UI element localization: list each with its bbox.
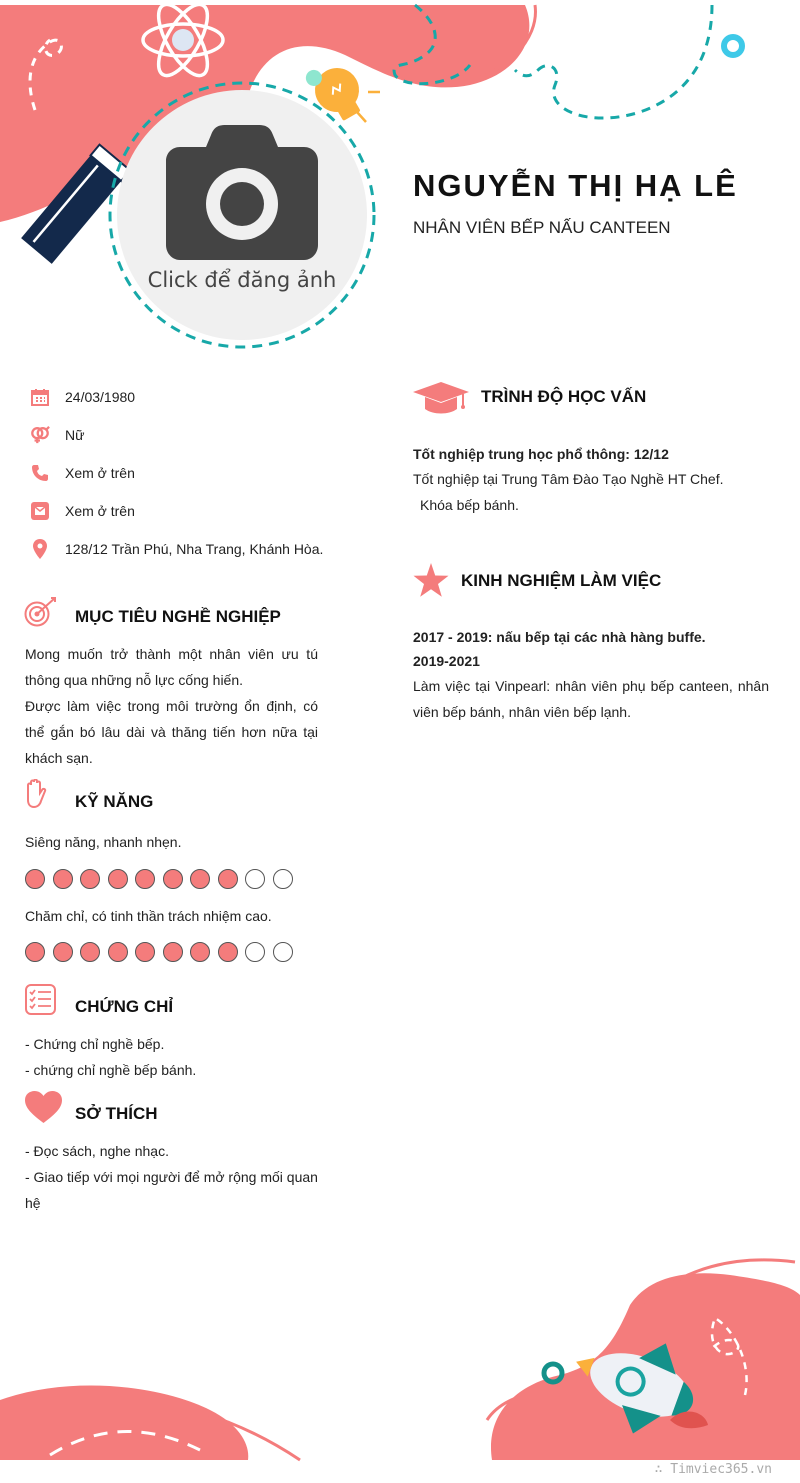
hobby-item-2: - Giao tiếp với mọi người để mở rộng mối quan hệ <box>25 1169 318 1211</box>
rating-dot-empty <box>273 869 293 889</box>
rating-dot-filled <box>53 869 73 889</box>
objective-title: MỤC TIÊU NGHỀ NGHIỆP <box>75 607 281 626</box>
photo-upload-area[interactable] <box>117 90 367 340</box>
education-title: TRÌNH ĐỘ HỌC VẤN <box>481 387 647 406</box>
skill-2-name: Chăm chỉ, có tinh thần trách nhiệm cao. <box>25 908 272 924</box>
graduation-cap-icon <box>413 380 469 416</box>
skill-1-name: Siêng năng, nhanh nhẹn. <box>25 834 182 850</box>
rating-dot-filled <box>218 942 238 962</box>
experience-heading-2: 2019-2021 <box>413 653 480 669</box>
rating-dot-empty <box>245 942 265 962</box>
objective-text <box>25 641 318 771</box>
education-line-2: Khóa bếp bánh. <box>420 497 519 513</box>
target-icon <box>24 596 58 628</box>
experience-heading-1: 2017 - 2019: nấu bếp tại các nhà hàng buffe. <box>413 629 706 645</box>
email-value: Xem ở trên <box>65 503 135 519</box>
objective-line-1: Mong muốn trở thành một nhân viên ưu tú thông qua những nỗ lực cống hiến. <box>25 646 318 688</box>
bottom-left-wave <box>0 1386 248 1460</box>
candidate-name: NGUYỄN THỊ HẠ LÊ <box>413 168 738 203</box>
rating-dot-filled <box>163 869 183 889</box>
objective-line-2: Được làm việc trong môi trường ổn định, có thể gắn bó lâu dài và thăng tiến hơn nữa tại khách sạn. <box>25 698 318 766</box>
rating-dot-filled <box>190 942 210 962</box>
phone-value: Xem ở trên <box>65 465 135 481</box>
rating-dot-filled <box>190 869 210 889</box>
job-title: NHÂN VIÊN BẾP NẤU CANTEEN <box>413 218 671 237</box>
camera-icon <box>166 125 318 260</box>
contact-birthdate <box>30 385 350 409</box>
rating-dot-filled <box>135 942 155 962</box>
rating-dot-filled <box>108 942 128 962</box>
experience-title: KINH NGHIỆM LÀM VIỆC <box>461 571 662 590</box>
bulb-ray <box>357 92 380 122</box>
contact-gender <box>30 423 350 447</box>
education-line-1: Tốt nghiệp tại Trung Tâm Đào Tạo Nghề HT Chef. <box>413 471 724 487</box>
location-pin-icon <box>30 539 50 559</box>
rating-dot-filled <box>80 942 100 962</box>
teal-ring <box>724 37 742 55</box>
rating-dot-filled <box>108 869 128 889</box>
rating-dot-filled <box>80 869 100 889</box>
contact-phone <box>30 461 350 485</box>
skills-title: KỸ NĂNG <box>75 792 154 811</box>
skill-2-rating <box>25 942 293 962</box>
rating-dot-filled <box>25 869 45 889</box>
rating-dot-empty <box>245 869 265 889</box>
contact-email <box>30 499 350 523</box>
address-value: 128/12 Trần Phú, Nha Trang, Khánh Hòa. <box>65 541 324 557</box>
skill-1-rating <box>25 869 293 889</box>
rating-dot-filled <box>135 869 155 889</box>
phone-icon <box>30 463 50 483</box>
gender-value: Nữ <box>65 427 85 443</box>
experience-description: Làm việc tại Vinpearl: nhân viên phụ bếp canteen, nhân viên bếp bánh, nhân viên bếp lạnh. <box>413 678 769 720</box>
contact-address <box>30 537 350 561</box>
rating-dot-filled <box>53 942 73 962</box>
rating-dot-empty <box>273 942 293 962</box>
teal-dashed-loop <box>515 5 712 118</box>
email-icon <box>30 501 50 521</box>
certificate-item-1: - Chứng chỉ nghề bếp. <box>25 1036 165 1052</box>
hand-icon <box>25 779 47 811</box>
rating-dot-filled <box>218 869 238 889</box>
checklist-icon <box>25 984 56 1015</box>
star-icon <box>413 563 449 597</box>
heart-icon <box>25 1091 62 1124</box>
rating-dot-filled <box>163 942 183 962</box>
hobbies-title: SỞ THÍCH <box>75 1104 158 1123</box>
education-heading: Tốt nghiệp trung học phổ thông: 12/12 <box>413 446 669 462</box>
watermark: ∴ Timviec365.vn <box>654 1462 772 1477</box>
certificate-item-2: - chứng chỉ nghề bếp bánh. <box>25 1062 197 1078</box>
photo-upload-label: Click để đăng ảnh <box>147 268 337 292</box>
gender-icon <box>30 425 50 445</box>
hobby-item-1: - Đọc sách, nghe nhạc. <box>25 1143 169 1159</box>
certificates-title: CHỨNG CHỈ <box>75 997 174 1016</box>
calendar-icon <box>30 387 50 407</box>
rating-dot-filled <box>25 942 45 962</box>
birthdate-value: 24/03/1980 <box>65 389 136 405</box>
